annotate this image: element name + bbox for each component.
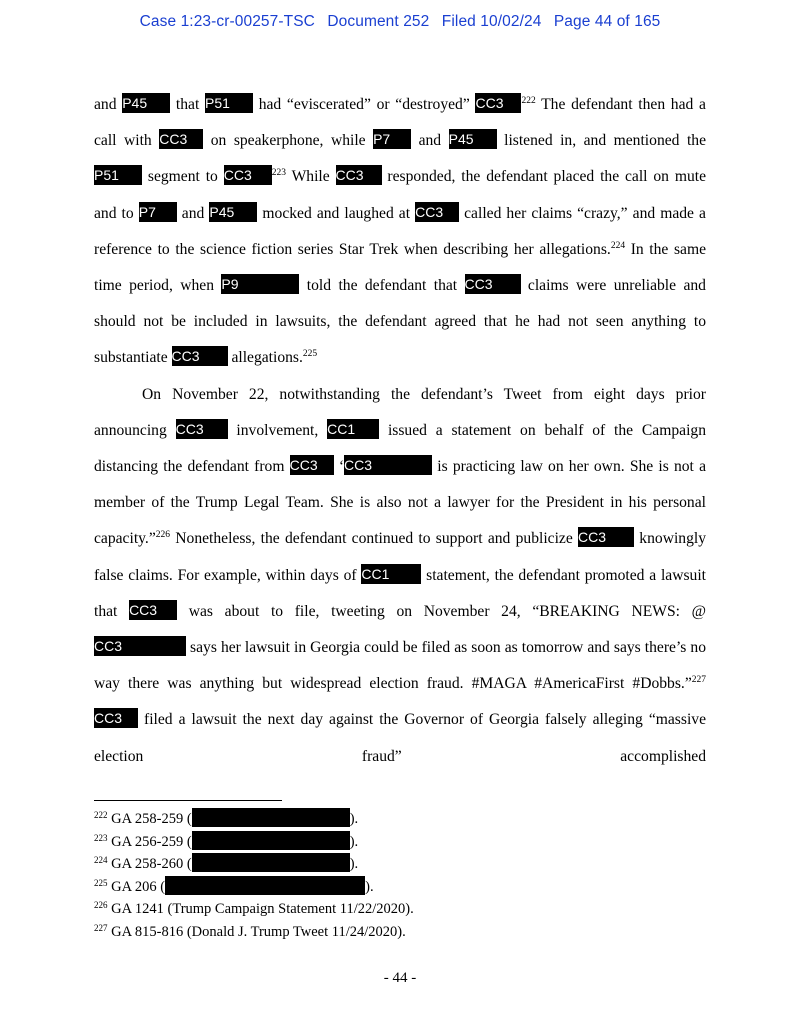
text: that — [175, 96, 200, 113]
redaction-box: CC3 — [94, 636, 186, 656]
text: told the defendant that — [306, 277, 458, 295]
redaction-bar — [192, 831, 350, 850]
footnote-close: ). — [349, 833, 359, 850]
body-text — [94, 87, 706, 775]
paragraph-1 — [94, 87, 706, 377]
text: issued a statement on behalf of the Campaign distancing the defendant from — [94, 421, 707, 476]
footnote-number: 222 — [94, 810, 108, 820]
footnote-number: 226 — [94, 900, 108, 910]
text: says her lawsuit in Georgia could be filed as soon as tomorrow and says there’s no way there was anything but widespread election fraud. #MAGA #AmericaFirst #Dobbs.” — [94, 639, 706, 693]
text: segment to — [147, 168, 218, 186]
paragraph-2 — [94, 377, 706, 775]
redaction-box: CC3 — [578, 527, 634, 547]
text: filed a lawsuit the next day against the Governor of Georgia falsely alleging “massive election fraud” accomplished — [94, 711, 706, 765]
redaction-box: CC3 — [224, 165, 272, 185]
text: called her claims “crazy,” and made a reference to the science fiction series Star Trek when describing her allegations. — [94, 204, 706, 258]
footnote-222 — [94, 808, 706, 831]
footnote-close: ). — [349, 856, 359, 872]
footnote-ref[interactable]: 224 — [610, 240, 626, 251]
filed-date: Filed 10/02/24 — [441, 13, 542, 30]
redaction-box: P51 — [205, 93, 253, 113]
text: While — [291, 168, 330, 186]
footnote-number: 224 — [94, 855, 108, 865]
text: listened in, and mentioned the — [504, 132, 706, 150]
text: claims were unreliable and should not be included in lawsuits, the defendant agreed that he had not seen anything to substantiate — [94, 277, 706, 367]
redaction-box: CC3 — [172, 346, 228, 366]
footnote-ref[interactable]: 226 — [155, 530, 171, 541]
footnote-citation: GA 206 ( — [111, 878, 166, 895]
footnote-close: ). — [365, 878, 374, 895]
redaction-box: P45 — [122, 93, 170, 113]
redaction-box: CC3 — [159, 129, 203, 149]
redaction-box: CC3 — [176, 419, 228, 439]
footnote-citation: GA 258-260 ( — [111, 856, 192, 872]
text: involvement, — [236, 421, 319, 439]
text: The defendant then had a call with — [94, 96, 706, 150]
text: On November 22, notwithstanding the defendant’s Tweet from eight days prior announcing — [94, 385, 706, 439]
case-header — [0, 13, 800, 31]
redaction-box: CC3 — [465, 274, 521, 294]
text: Nonetheless, the defendant continued to support and publicize — [175, 530, 573, 548]
redaction-bar — [192, 853, 350, 872]
footnote-citation: GA 1241 (Trump Campaign Statement 11/22/2020). — [111, 901, 414, 917]
footnote-close: ). — [349, 811, 359, 827]
footnotes — [94, 808, 706, 943]
text: responded, the defendant placed the call on mute and to — [94, 168, 707, 222]
redaction-box: P9 — [221, 274, 299, 294]
text: statement, the defendant promoted a lawsuit that — [94, 566, 706, 620]
footnote-number: 223 — [94, 832, 108, 843]
redaction-bar — [165, 876, 365, 895]
footnote-citation: GA 815-816 (Donald J. Trump Tweet 11/24/2020). — [111, 923, 406, 940]
text: and — [418, 132, 442, 150]
text: on speakerphone, while — [210, 132, 366, 150]
footnote-citation: GA 256-259 ( — [111, 833, 192, 850]
text: and — [181, 204, 205, 222]
redaction-box: P45 — [209, 202, 257, 222]
text: allegations. — [231, 349, 303, 367]
footnote-225 — [94, 876, 706, 899]
redaction-box: CC3 — [336, 165, 382, 185]
redaction-box: CC3 — [290, 455, 334, 475]
redaction-box: P7 — [139, 202, 177, 222]
footnote-citation: GA 258-259 ( — [111, 811, 192, 827]
case-number: Case 1:23-cr-00257-TSC — [139, 13, 315, 30]
footnote-number: 225 — [94, 877, 108, 888]
page-of-total: Page 44 of 165 — [553, 13, 661, 30]
redaction-box: CC3 — [94, 708, 138, 728]
redaction-box: P51 — [94, 165, 142, 185]
text: knowingly false claims. For example, within days of — [94, 530, 707, 584]
footnote-number: 227 — [94, 922, 108, 933]
footnote-ref[interactable]: 223 — [271, 168, 286, 179]
footnote-227 — [94, 921, 706, 944]
footnote-ref[interactable]: 225 — [302, 349, 318, 360]
footnote-226 — [94, 898, 706, 921]
text: In the same time period, when — [94, 240, 706, 295]
text: had “eviscerated” or “destroyed” — [258, 96, 470, 113]
text: mocked and laughed at — [262, 204, 411, 222]
footnote-ref[interactable]: 222 — [521, 96, 536, 106]
redaction-box: CC1 — [361, 564, 421, 584]
text: and — [94, 96, 117, 113]
redaction-bar — [192, 808, 350, 827]
redaction-box: CC3 — [344, 455, 432, 475]
page-number: - 44 - — [383, 970, 417, 986]
text: ‘ — [338, 458, 345, 476]
footnote-224 — [94, 853, 706, 876]
redaction-box: P7 — [373, 129, 411, 149]
redaction-box: CC1 — [327, 419, 379, 439]
redaction-box: CC3 — [129, 600, 177, 620]
redaction-box: CC3 — [415, 202, 459, 222]
text: was about to file, tweeting on November 24, “BREAKING NEWS: @ — [188, 602, 707, 620]
text: is practicing law on her own. She is not a member of the Trump Legal Team. She is also not a lawyer for the President in his personal capacity.” — [94, 458, 706, 548]
redaction-box: CC3 — [475, 93, 521, 113]
document-number: Document 252 — [327, 13, 430, 30]
footnote-ref[interactable]: 227 — [691, 675, 706, 686]
redaction-box: P45 — [449, 129, 497, 149]
footnote-223 — [94, 831, 706, 854]
footnote-separator — [94, 800, 282, 801]
